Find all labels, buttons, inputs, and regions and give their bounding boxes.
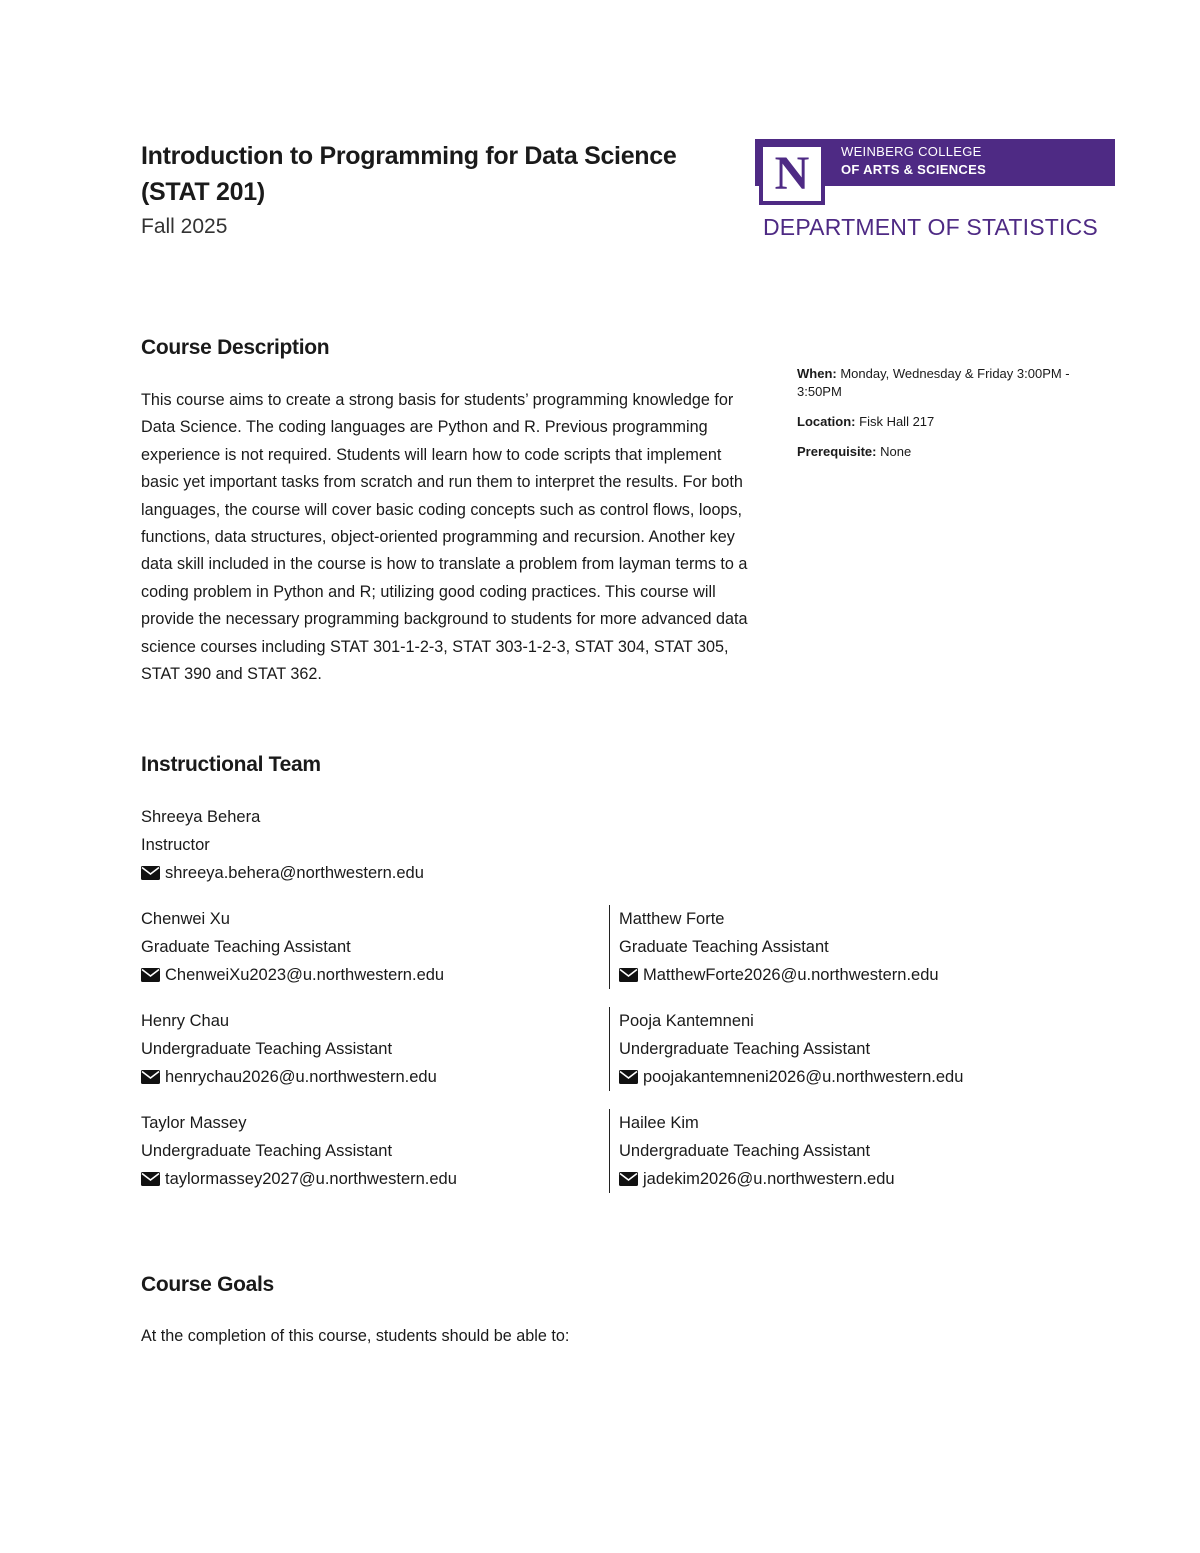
person-name: Matthew Forte: [619, 910, 725, 928]
email-link[interactable]: [141, 859, 424, 887]
course-title: [141, 138, 721, 210]
team-member-card: [141, 1007, 437, 1091]
person-email: jadekim2026@u.northwestern.edu: [643, 1170, 895, 1188]
envelope-icon: [619, 1172, 638, 1186]
logo-college-line1: WEINBERG COLLEGE: [841, 144, 982, 159]
team-member-card: [609, 1007, 963, 1091]
person-email: poojakantemneni2026@u.northwestern.edu: [643, 1068, 964, 1086]
person-email: henrychau2026@u.northwestern.edu: [165, 1068, 437, 1086]
team-member-card: [141, 905, 444, 989]
course-goals-intro: At the completion of this course, students should be able to:: [141, 1327, 570, 1345]
instructor-card: [141, 803, 424, 887]
team-member-card: [609, 905, 939, 989]
person-email: ChenweiXu2023@u.northwestern.edu: [165, 966, 445, 984]
person-role: Undergraduate Teaching Assistant: [141, 1142, 393, 1160]
envelope-icon: [141, 866, 160, 880]
email-link[interactable]: [619, 1165, 895, 1193]
team-member-card: [141, 1109, 457, 1193]
course-title-line1: Introduction to Programming for Data Science: [141, 142, 677, 170]
when-row: [797, 365, 1087, 401]
email-link[interactable]: [141, 1063, 437, 1091]
location-label: Location:: [797, 414, 856, 429]
northwestern-n-logo: N: [759, 143, 825, 205]
email-link[interactable]: [141, 1165, 457, 1193]
instructional-team-heading: Instructional Team: [141, 753, 321, 776]
prerequisite-label: Prerequisite:: [797, 444, 877, 459]
person-role: Undergraduate Teaching Assistant: [619, 1040, 871, 1058]
person-role: Graduate Teaching Assistant: [619, 938, 829, 956]
person-role: Undergraduate Teaching Assistant: [141, 1040, 393, 1058]
person-role: Undergraduate Teaching Assistant: [619, 1142, 871, 1160]
course-title-line2: (STAT 201): [141, 178, 265, 206]
person-email: MatthewForte2026@u.northwestern.edu: [643, 966, 939, 984]
department-logo: [755, 139, 1115, 243]
person-role: Instructor: [141, 836, 210, 854]
team-member-card: [609, 1109, 895, 1193]
envelope-icon: [141, 1070, 160, 1084]
prerequisite-row: [797, 443, 1087, 461]
when-label: When:: [797, 366, 837, 381]
logo-college-name: [841, 143, 1111, 179]
person-name: Hailee Kim: [619, 1114, 699, 1132]
envelope-icon: [619, 968, 638, 982]
email-link[interactable]: [619, 1063, 963, 1091]
person-name: Taylor Massey: [141, 1114, 247, 1132]
envelope-icon: [141, 968, 160, 982]
prerequisite-value: None: [880, 444, 912, 459]
logo-department-name: DEPARTMENT OF STATISTICS: [763, 214, 1098, 240]
person-name: Chenwei Xu: [141, 910, 230, 928]
person-name: Pooja Kantemneni: [619, 1012, 754, 1030]
person-email: taylormassey2027@u.northwestern.edu: [165, 1170, 457, 1188]
email-link[interactable]: [141, 961, 444, 989]
course-term: Fall 2025: [141, 215, 228, 238]
logo-college-line2: OF ARTS & SCIENCES: [841, 162, 987, 177]
envelope-icon: [141, 1172, 160, 1186]
location-row: [797, 413, 1087, 431]
person-email: shreeya.behera@northwestern.edu: [165, 864, 424, 882]
person-name: Henry Chau: [141, 1012, 230, 1030]
course-info-sidebar: [797, 365, 1087, 473]
email-link[interactable]: [619, 961, 939, 989]
location-value: Fisk Hall 217: [859, 414, 935, 429]
person-name: Shreeya Behera: [141, 808, 261, 826]
person-role: Graduate Teaching Assistant: [141, 938, 351, 956]
course-description-text: This course aims to create a strong basis for students’ programming knowledge for Data Science. The coding languages are Python and R. Previous programming experience is not required. Students will learn how to code scripts that implement basic yet important tasks from scratch and run them to interpret the results. For both languages, the course will cover basic coding concepts such as control flows, loops, functions, data structures, object-oriented programming and recursion. Another key data skill included in the course is how to translate a problem from layman terms to a coding problem in Python and R; utilizing good coding practices. This course will provide the necessary programming background to students for more advanced data science courses including STAT 301-1-2-3, STAT 303-1-2-3, STAT 304, STAT 305, STAT 390 and STAT 362.: [141, 391, 748, 684]
course-description-heading: Course Description: [141, 336, 330, 359]
envelope-icon: [619, 1070, 638, 1084]
course-goals-heading: Course Goals: [141, 1273, 274, 1296]
when-value: Monday, Wednesday & Friday 3:00PM - 3:50PM: [797, 366, 1070, 399]
